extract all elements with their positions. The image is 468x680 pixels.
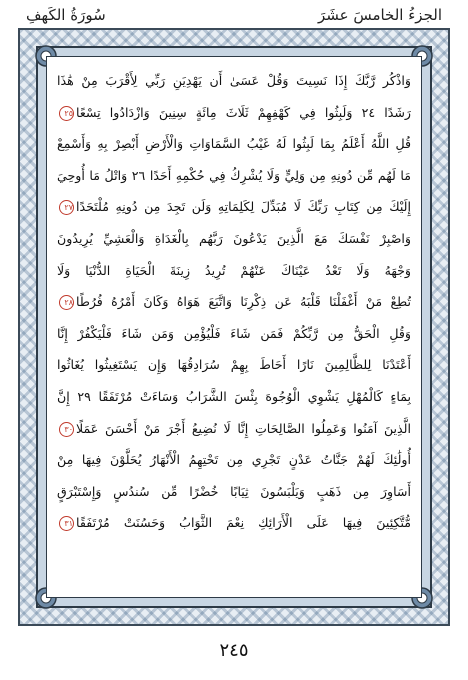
verse-line [57,507,411,539]
verse-line [57,65,411,97]
verse-line [57,97,411,129]
page-header [0,6,468,28]
verse-line [57,160,411,192]
verse-line [57,444,411,476]
verse-text: وَجْهَهُ وَلَا تَعْدُ عَيْنَاكَ عَنْهُمْ تُرِيدُ زِينَةَ الْحَيَاةِ الدُّنْيَا وَلَا [57,262,411,278]
verse-text: أَسَاوِرَ مِن ذَهَبٍ وَيَلْبَسُونَ ثِيَابًا خُضْرًا مِّن سُندُسٍ وَإِسْتَبْرَقٍ [57,483,411,499]
verse-text: مَا لَهُم مِّن دُونِهِ مِن وَلِيٍّ وَلَا يُشْرِكُ فِي حُكْمِهِ أَحَدًا ٢٦ وَاتْلُ مَا أُوحِيَ [57,167,411,183]
verse-lines [57,65,411,589]
verse-text: قُلِ اللَّهُ أَعْلَمُ بِمَا لَبِثُوا لَهُ غَيْبُ السَّمَاوَاتِ وَالْأَرْضِ أَبْصِرْ بِهِ وَأَسْمِعْ [57,136,411,152]
verse-text: تُطِعْ مَنْ أَغْفَلْنَا قَلْبَهُ عَن ذِكْرِنَا وَاتَّبَعَ هَوَاهُ وَكَانَ أَمْرُهُ فُرُطًا [76,294,411,310]
verse-text: رَشَدًا ٢٤ وَلَبِثُوا فِي كَهْفِهِمْ ثَلَاثَ مِائَةٍ سِنِينَ وَازْدَادُوا تِسْعًا [76,104,411,120]
verse-line [57,191,411,223]
verse-line [57,223,411,255]
frame-inner-border [36,46,432,608]
verse-text: وَاذْكُر رَّبَّكَ إِذَا نَسِيتَ وَقُلْ عَسَىٰ أَن يَهْدِيَنِ رَبِّي لِأَقْرَبَ مِنْ هَٰذَا [57,73,411,88]
verse-text: مُّتَّكِئِينَ فِيهَا عَلَى الْأَرَائِكِ نِعْمَ الثَّوَابُ وَحَسُنَتْ مُرْتَفَقًا [76,515,411,531]
juz-name: الجزءُ الخامسَ عشَرَ [317,6,442,24]
verse-line [57,381,411,413]
verse-text: الَّذِينَ آمَنُوا وَعَمِلُوا الصَّالِحَاتِ إِنَّا لَا نُضِيعُ أَجْرَ مَنْ أَحْسَنَ عَمَلًا [76,420,411,436]
verse-line [57,255,411,287]
surah-name: سُورَةُ الكَهفِ [26,6,106,24]
ayah-number-marker: ٣٠ [59,422,74,437]
verse-line [57,413,411,445]
verse-line [57,128,411,160]
ayah-number-marker: ٢٧ [59,200,74,215]
verse-line [57,349,411,381]
ayah-number-marker: ٢٨ [59,295,74,310]
verse-text: أُولَٰئِكَ لَهُمْ جَنَّاتُ عَدْنٍ تَجْرِي مِن تَحْتِهِمُ الْأَنْهَارُ يُحَلَّوْنَ فِيهَا مِنْ [57,452,411,468]
verse-text: أَعْتَدْنَا لِلظَّالِمِينَ نَارًا أَحَاطَ بِهِمْ سُرَادِقُهَا وَإِن يَسْتَغِيثُوا يُغَاثُوا [57,357,411,373]
verse-text: بِمَاءٍ كَالْمُهْلِ يَشْوِي الْوُجُوهَ بِئْسَ الشَّرَابُ وَسَاءَتْ مُرْتَفَقًا ٢٩ إِنَّ [57,388,411,404]
text-panel [46,56,422,598]
page-number: ٢٤٥ [219,640,249,661]
verse-line [57,318,411,350]
verse-line [57,286,411,318]
verse-line [57,476,411,508]
verse-text: إِلَيْكَ مِن كِتَابِ رَبِّكَ لَا مُبَدِّلَ لِكَلِمَاتِهِ وَلَن تَجِدَ مِن دُونِهِ مُلْتَحَدًا [76,199,411,215]
verse-text: وَاصْبِرْ نَفْسَكَ مَعَ الَّذِينَ يَدْعُونَ رَبَّهُم بِالْغَدَاةِ وَالْعَشِيِّ يُرِيدُونَ [57,230,411,246]
verse-text: وَقُلِ الْحَقُّ مِن رَّبِّكُمْ فَمَن شَاءَ فَلْيُؤْمِن وَمَن شَاءَ فَلْيَكْفُرْ إِنَّا [57,325,411,341]
ayah-number-marker: ٢٥ [59,106,74,121]
ayah-number-marker: ٣١ [59,516,74,531]
ornamental-frame [18,28,450,626]
